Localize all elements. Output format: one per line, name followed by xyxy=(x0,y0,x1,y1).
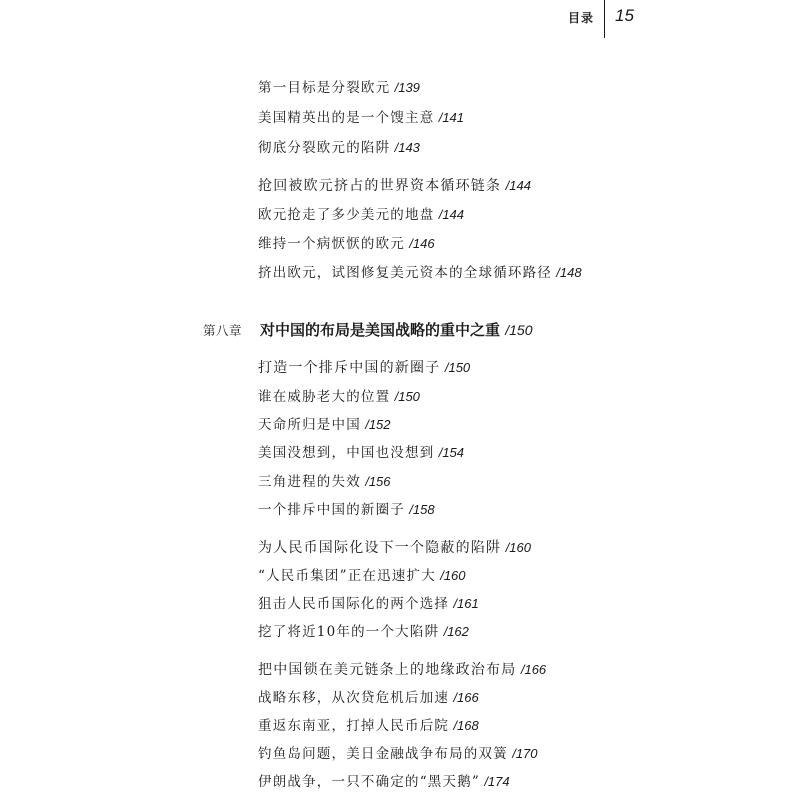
toc-section-page: /160 xyxy=(505,540,531,555)
toc-entry[interactable] xyxy=(258,416,391,434)
toc-entry[interactable] xyxy=(258,623,469,641)
page-header xyxy=(0,0,800,40)
toc-entry-page: /143 xyxy=(394,140,420,155)
header-title: 目录 xyxy=(568,11,595,25)
toc-entry-page: /146 xyxy=(409,236,435,251)
toc-entry-title: 重返东南亚，打掉人民币后院 xyxy=(258,718,450,734)
toc-entry[interactable] xyxy=(258,444,464,462)
toc-entry[interactable] xyxy=(258,595,479,613)
toc-entry-page: /174 xyxy=(484,774,510,789)
toc-entry-title: 第一目标是分裂欧元 xyxy=(258,80,391,96)
header-divider xyxy=(604,0,605,38)
toc-entry[interactable] xyxy=(258,139,420,157)
chapter-label: 第八章 xyxy=(203,323,243,338)
toc-entry-page: /166 xyxy=(453,690,479,705)
toc-section[interactable] xyxy=(258,359,470,377)
toc-entry-page: /148 xyxy=(556,265,582,280)
toc-entry-title: 美国精英出的是一个馊主意 xyxy=(258,110,435,126)
toc-entry-page: /139 xyxy=(394,80,420,95)
toc-entry[interactable] xyxy=(258,567,466,585)
toc-entry-title: 三角进程的失效 xyxy=(258,474,361,490)
toc-entry-title: 挖了将近10年的一个大陷阱 xyxy=(258,624,440,640)
toc-entry[interactable] xyxy=(258,264,582,282)
toc-entry-title: 彻底分裂欧元的陷阱 xyxy=(258,140,391,156)
toc-entry-title: 天命所归是中国 xyxy=(258,417,361,433)
toc-section[interactable] xyxy=(258,661,546,679)
toc-entry-title: 狙击人民币国际化的两个选择 xyxy=(258,596,450,612)
toc-entry-page: /154 xyxy=(438,445,465,460)
toc-section-title: 把中国锁在美元链条上的地缘政治布局 xyxy=(258,662,517,678)
toc-entry-page: /144 xyxy=(438,207,465,222)
toc-section-title: 打造一个排斥中国的新圈子 xyxy=(258,360,441,376)
toc-section[interactable] xyxy=(258,539,531,557)
toc-entry-title: 战略东移，从次贷危机后加速 xyxy=(258,690,450,706)
toc-entry-page: /162 xyxy=(443,624,469,639)
toc-entry-page: /170 xyxy=(512,746,538,761)
toc-entry-title: 美国没想到，中国也没想到 xyxy=(258,445,435,461)
toc-section-page: /144 xyxy=(505,178,531,193)
toc-entry-page: /160 xyxy=(440,568,466,583)
toc-entry[interactable] xyxy=(258,717,479,735)
toc-entry-page: /158 xyxy=(409,502,435,517)
toc-entry-page: /141 xyxy=(438,110,465,125)
toc-entry[interactable] xyxy=(258,235,435,253)
toc-section-page: /166 xyxy=(520,662,547,677)
toc-entry-page: /168 xyxy=(453,718,479,733)
toc-entry[interactable] xyxy=(258,745,538,763)
toc-section-title: 为人民币国际化设下一个隐蔽的陷阱 xyxy=(258,540,502,556)
toc-entry-page: /152 xyxy=(365,417,391,432)
chapter-page: /150 xyxy=(505,322,533,338)
chapter-heading[interactable] xyxy=(260,321,533,340)
toc-entry[interactable] xyxy=(258,501,435,519)
toc-entry-title: 挤出欧元，试图修复美元资本的全球循环路径 xyxy=(258,265,552,281)
chapter-title: 对中国的布局是美国战略的重中之重 xyxy=(260,321,501,339)
toc-entry-title: 钓鱼岛问题，美日金融战争布局的双簧 xyxy=(258,746,508,762)
toc-entry[interactable] xyxy=(258,473,391,491)
toc-section[interactable] xyxy=(258,177,531,195)
toc-entry-title: “人民币集团”正在迅速扩大 xyxy=(258,568,436,584)
toc-entry-page: /150 xyxy=(394,389,420,404)
toc-entry-title: 一个排斥中国的新圈子 xyxy=(258,502,405,518)
toc-entry-title: 谁在威胁老大的位置 xyxy=(258,389,391,405)
toc-entry[interactable] xyxy=(258,689,479,707)
toc-entry-title: 伊朗战争，一只不确定的“黑天鹅” xyxy=(258,774,481,790)
toc-entry-page: /161 xyxy=(453,596,479,611)
toc-entry[interactable] xyxy=(258,388,420,406)
toc-section-title: 抢回被欧元挤占的世界资本循环链条 xyxy=(258,178,502,194)
toc-entry[interactable] xyxy=(258,206,464,224)
toc-entry-title: 欧元抢走了多少美元的地盘 xyxy=(258,207,435,223)
toc-entry[interactable] xyxy=(258,79,420,97)
header-page-number: 15 xyxy=(615,6,634,25)
toc-entry[interactable] xyxy=(258,109,464,127)
toc-section-page: /150 xyxy=(444,360,471,375)
toc-entry[interactable] xyxy=(258,773,510,791)
toc-entry-page: /156 xyxy=(365,474,391,489)
toc-entry-title: 维持一个病恹恹的欧元 xyxy=(258,236,405,252)
